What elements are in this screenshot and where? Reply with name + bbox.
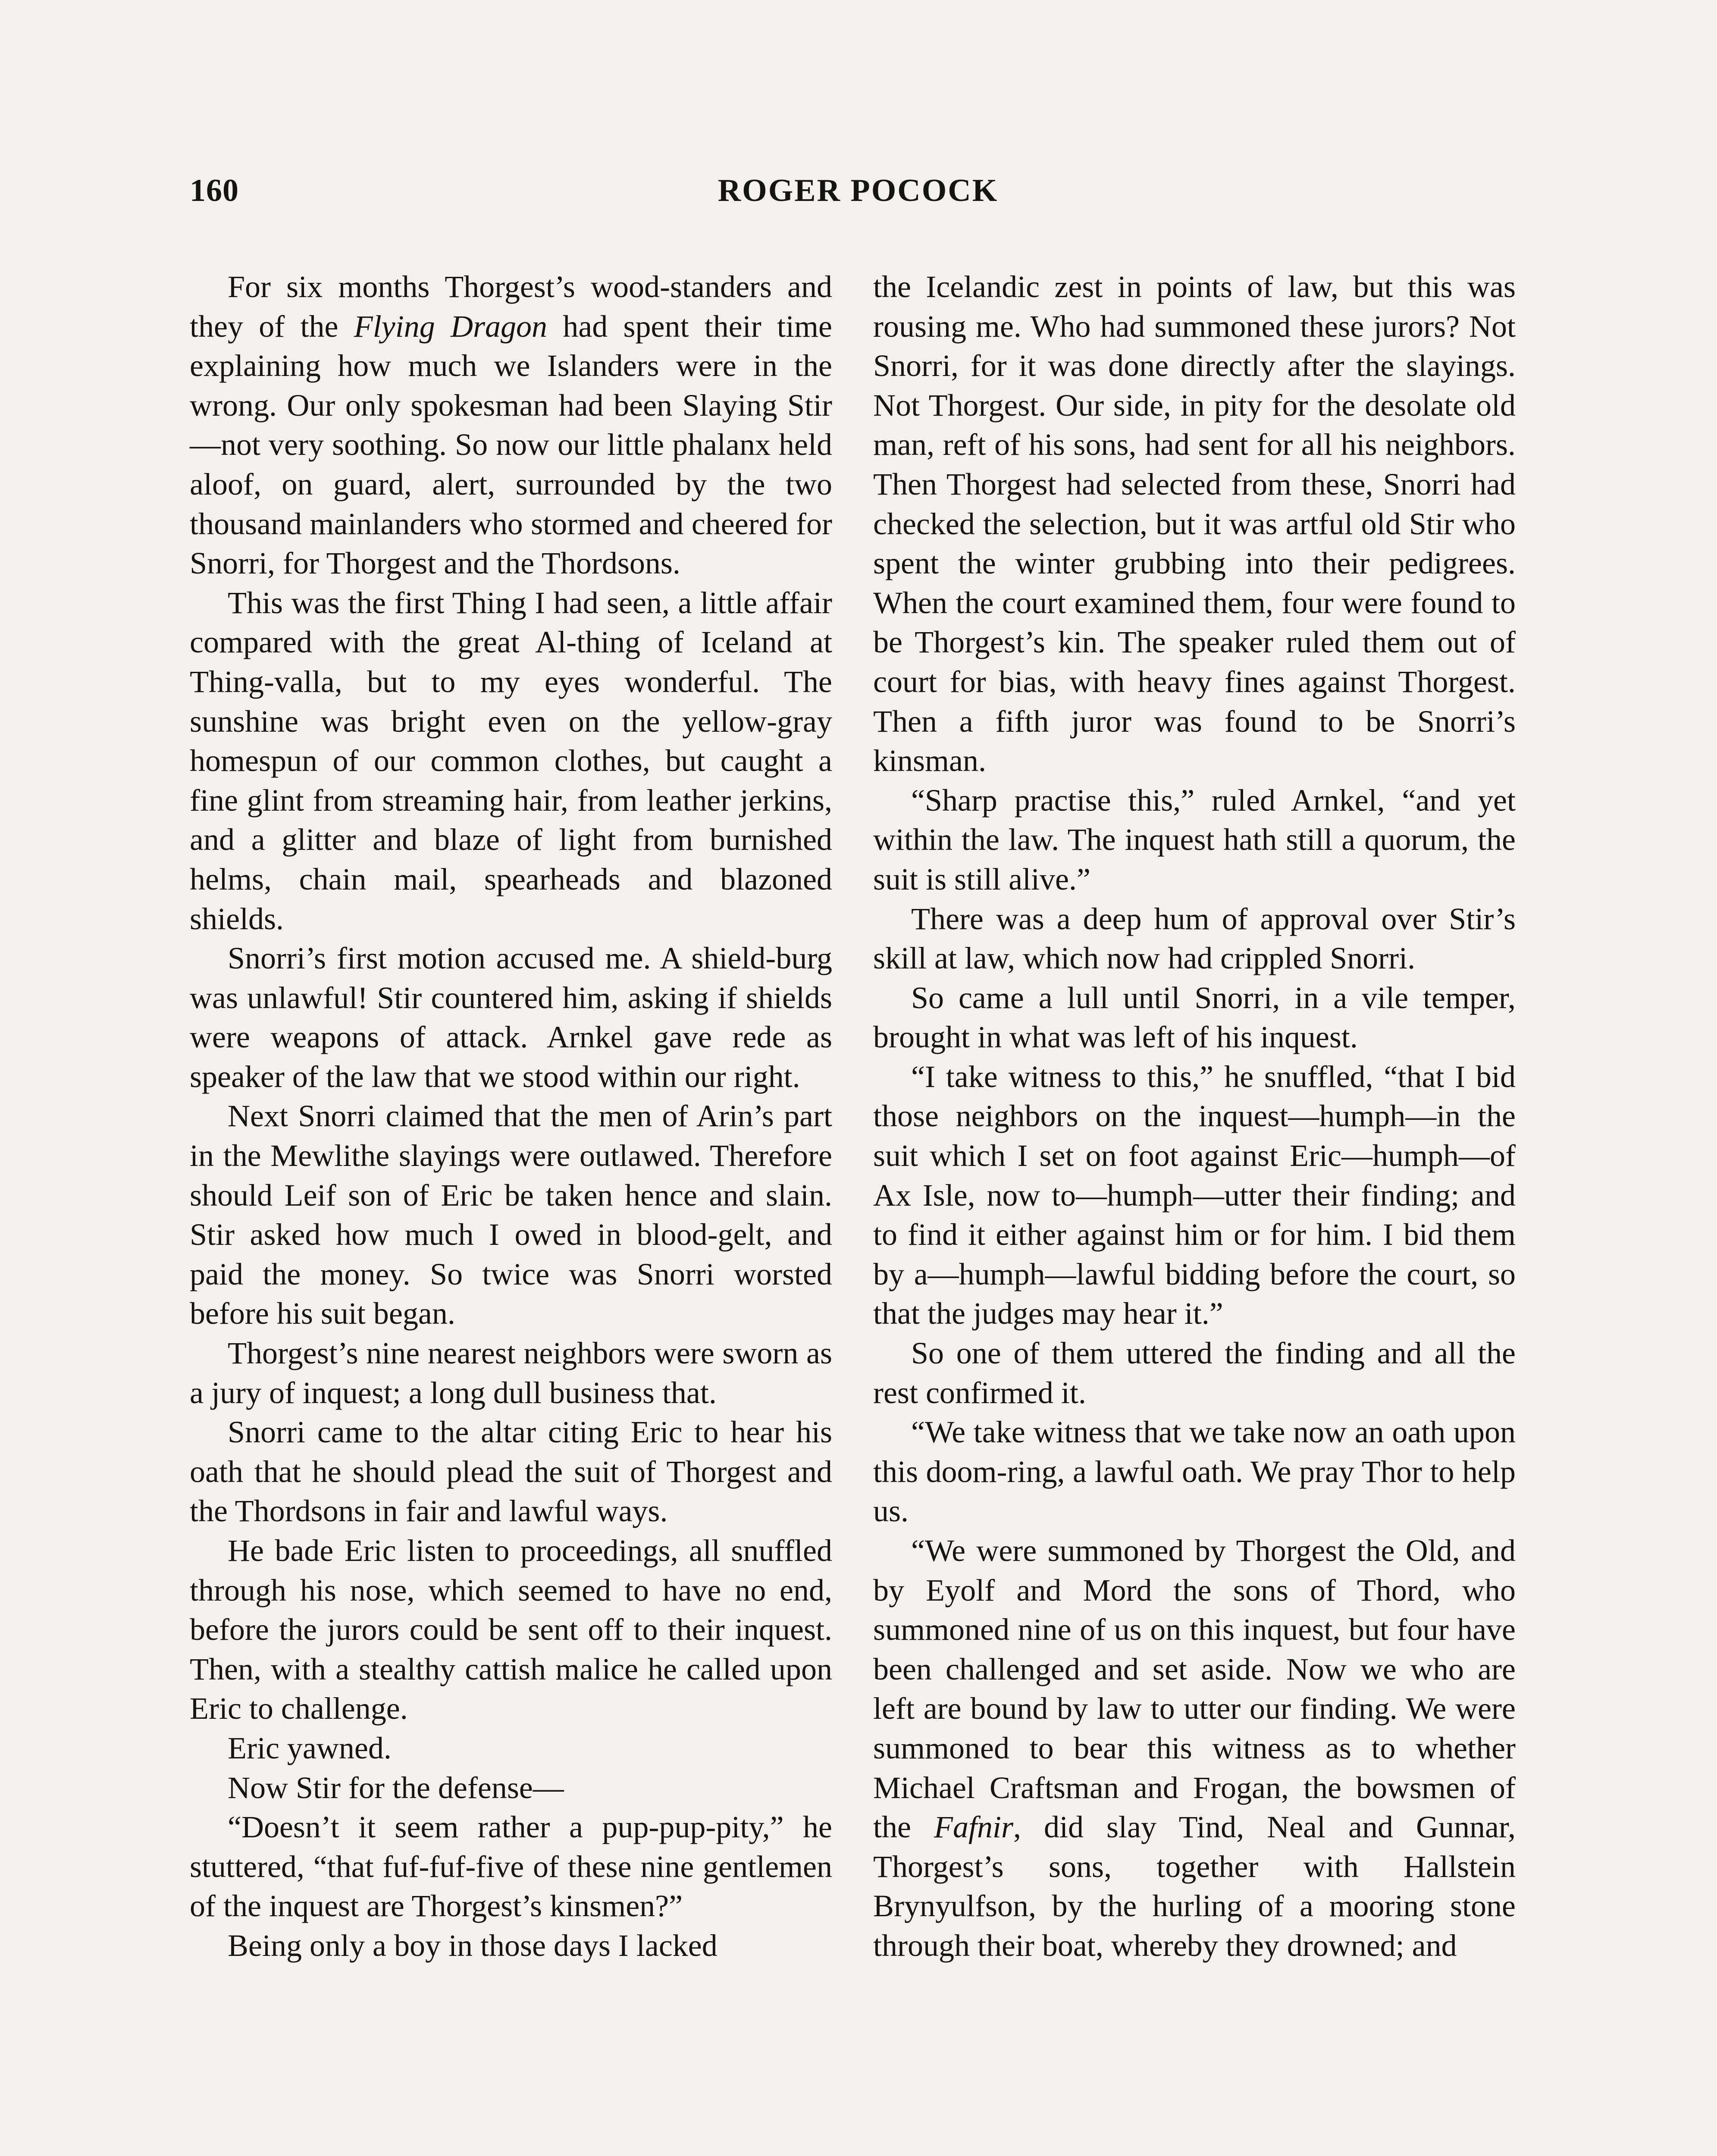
paragraph: “I take witness to this,” he snuffled, “that I bid those neighbors on the inquest—humph—in the suit which I set on foot against Eric—humph—of Ax Isle, now to—humph—utter their finding; and to find it either against him or for him. I bid them by a—humph—lawful bidding before the court, so that the judges may hear it.” bbox=[873, 1059, 1516, 1331]
paragraph: So came a lull until Snorri, in a vile temper, brought in what was left of his inquest. bbox=[873, 980, 1516, 1055]
running-head: ROGER POCOCK bbox=[718, 173, 999, 208]
paragraph: So one of them uttered the finding and all the rest confirmed it. bbox=[873, 1336, 1516, 1410]
paragraph: Next Snorri claimed that the men of Arin’s part in the Mewlithe slayings were outlawed. Therefore should Leif son of Eric be taken hence and slain. Stir asked how much I owed in blood-gelt, and paid the money. So twice was Snorri worsted before his suit began. bbox=[190, 1099, 832, 1331]
paragraph: Snorri’s first motion accused me. A shield-burg was unlawful! Stir countered him, asking if shields were weapons of attack. Arnkel gave rede as speaker of the law that we stood within our right. bbox=[190, 941, 832, 1094]
paragraph: Eric yawned. bbox=[228, 1730, 392, 1765]
paragraph: “We take witness that we take now an oath upon this doom-ring, a lawful oath. We pray Thor to help us. bbox=[873, 1415, 1516, 1529]
paragraph: Snorri came to the altar citing Eric to hear his oath that he should plead the suit of Thorgest and the Thordsons in fair and lawful ways. bbox=[190, 1415, 832, 1529]
ship-name: Fafnir bbox=[934, 1810, 1013, 1845]
paragraph: Being only a boy in those days I lacked bbox=[228, 1928, 718, 1963]
page-number: 160 bbox=[190, 173, 239, 208]
page-header bbox=[190, 172, 1526, 224]
right-column bbox=[873, 267, 1516, 1966]
ship-name: Flying Dragon bbox=[354, 309, 547, 344]
paragraph: There was a deep hum of approval over Stir’s skill at law, which now had crippled Snorri. bbox=[873, 901, 1516, 976]
paragraph: “Doesn’t it seem rather a pup-pup-pity,” he stuttered, “that fuf-fuf-five of these nine gentlemen of the inquest are Thorgest’s kinsmen?” bbox=[190, 1810, 832, 1924]
paragraph: “Sharp practise this,” ruled Arnkel, “and yet within the law. The inquest hath still a quorum, the suit is still alive.” bbox=[873, 783, 1516, 896]
paragraph: Thorgest’s nine nearest neighbors were sworn as a jury of inquest; a long dull business that. bbox=[190, 1336, 832, 1410]
paragraph: “We were summoned by Thorgest the Old, and by Eyolf and Mord the sons of Thord, who summoned nine of us on this inquest, but four have been challenged and set aside. Now we who are left are bound by law to utter our finding. We were summoned to bear this witness as to whether Michael Craftsman and Frogan, the bowsmen of the Fafnir, did slay Tind, Neal and Gunnar, Thorgest’s sons, together with Hallstein Brynyulfson, by the hurling of a mooring stone through their boat, whereby they drowned; and bbox=[873, 1533, 1516, 1963]
left-column bbox=[190, 267, 832, 1966]
paragraph: He bade Eric listen to proceedings, all snuffled through his nose, which seemed to have no end, before the jurors could be sent off to their inquest. Then, with a stealthy cattish malice he called upon Eric to challenge. bbox=[190, 1533, 832, 1726]
paragraph: This was the first Thing I had seen, a little affair compared with the great Al-thing of Iceland at Thing-valla, but to my eyes wonderful. The sunshine was bright even on the yellow-gray homespun of our common clothes, but caught a fine glint from streaming hair, from leather jerkins, and a glitter and blaze of light from burnished helms, chain mail, spearheads and blazoned shields. bbox=[190, 585, 832, 936]
paragraph-continued: the Icelandic zest in points of law, but this was rousing me. Who had summoned these jurors? Not Snorri, for it was done directly after the slayings. Not Thorgest. Our side, in pity for the desolate old man, reft of his sons, had sent for all his neighbors. Then Thorgest had selected from these, Snorri had checked the selection, but it was artful old Stir who spent the winter grubbing into their pedigrees. When the court examined them, four were found to be Thorgest’s kin. The speaker ruled them out of court for bias, with heavy fines against Thorgest. Then a fifth juror was found to be Snorri’s kinsman. bbox=[873, 270, 1516, 778]
paragraph: Now Stir for the defense— bbox=[228, 1770, 564, 1805]
paragraph: For six months Thorgest’s wood-standers and they of the Flying Dragon had spent their time explaining how much we Islanders were in the wrong. Our only spokesman had been Slaying Stir—not very soothing. So now our little phalanx held aloof, on guard, alert, surrounded by the two thousand mainlanders who stormed and cheered for Snorri, for Thorgest and the Thordsons. bbox=[190, 270, 832, 581]
